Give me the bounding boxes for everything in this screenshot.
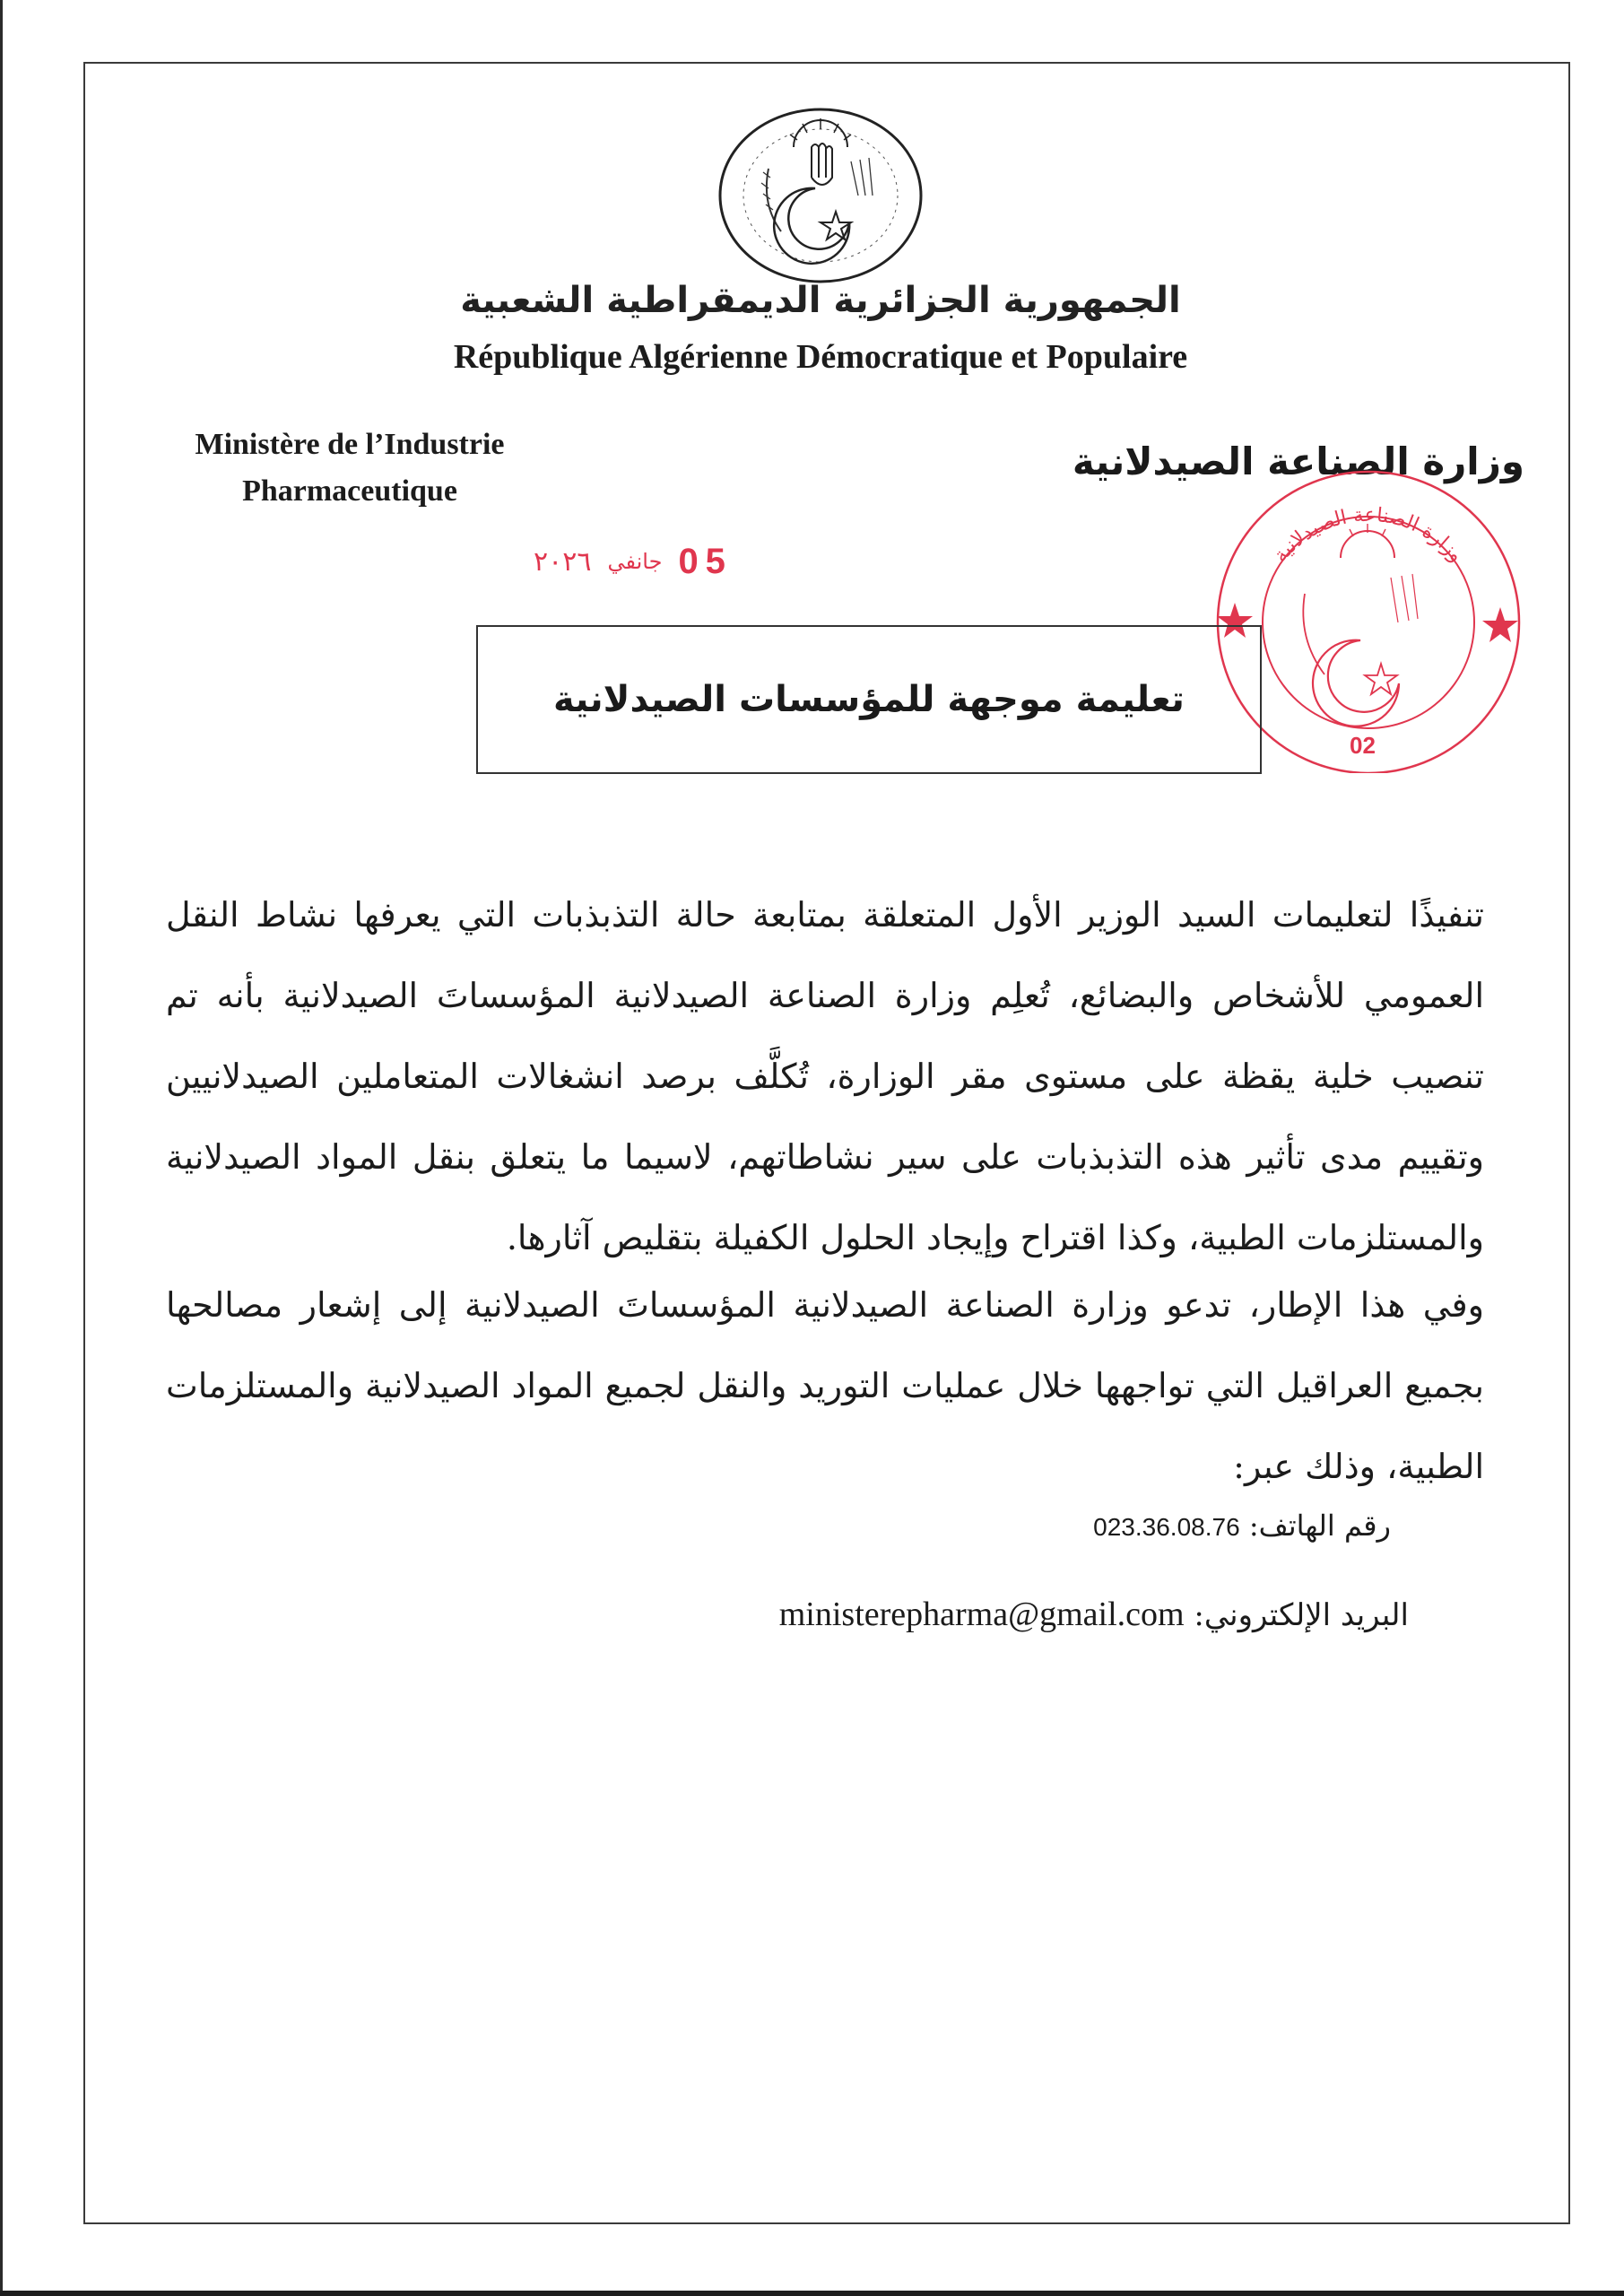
ministry-name-arabic: وزارة الصناعة الصيدلانية <box>1072 439 1524 483</box>
contact-phone <box>1093 1509 1391 1543</box>
seal-ring-text: وزارة الصناعة الصيدلانية <box>1269 503 1468 567</box>
ministry-name-french <box>152 422 547 515</box>
date-year: ٢٠٢٦ <box>534 545 592 578</box>
email-label: البريد الإلكتروني: <box>1194 1597 1409 1633</box>
date-day: 05 <box>678 541 733 581</box>
republic-name-arabic: الجمهورية الجزائرية الديمقراطية الشعبية <box>460 280 1181 321</box>
phone-label: رقم الهاتف: <box>1248 1509 1391 1543</box>
scan-edge-left <box>0 0 3 2296</box>
republic-name-french: République Algérienne Démocratique et Populaire <box>453 338 1188 376</box>
date-stamp <box>534 536 740 587</box>
seal-star-right-icon <box>1482 607 1518 642</box>
ministry-name-french-line2: Pharmaceutique <box>242 474 457 508</box>
scan-edge-bottom <box>0 2291 1624 2296</box>
phone-value: 023.36.08.76 <box>1093 1513 1240 1541</box>
algeria-national-emblem-icon <box>715 106 926 285</box>
date-month: جانفي <box>607 549 663 574</box>
email-value[interactable]: ministerepharma@gmail.com <box>778 1596 1185 1633</box>
document-title: تعليمة موجهة للمؤسسات الصيدلانية <box>553 679 1185 720</box>
contact-email <box>779 1595 1409 1634</box>
seal-number: 02 <box>1350 732 1376 759</box>
body-paragraph-1: تنفيذًا لتعليمات السيد الوزير الأول المتعلقة بمتابعة حالة التذبذبات التي يعرفها نشاط النقل العمومي للأشخاص والبضائع، تُعلِم وزارة الصناعة الصيدلانية المؤسساتَ الصيدلانية بأنه تم تنصيب خلية يقظة على مستوى مقر الوزارة، تُكلَّف برصد انشغالات المتعاملين الصيدلانيين وتقييم مدى تأثير هذه التذبذبات على سير نشاطاتهم، لاسيما ما يتعلق بنقل المواد الصيدلانية والمستلزمات الطبية، وكذا اقتراح وإيجاد الحلول الكفيلة بتقليص آثارها. <box>166 895 1484 1257</box>
body-paragraph-2: وفي هذا الإطار، تدعو وزارة الصناعة الصيدلانية المؤسساتَ الصيدلانية إلى إشعار مصالحها بجميع العراقيل التي تواجهها خلال عمليات التوريد والنقل لجميع المواد الصيدلانية والمستلزمات الطبية، وذلك عبر: <box>166 1285 1484 1486</box>
ministry-name-french-line1: Ministère de l’Industrie <box>195 428 505 461</box>
title-box <box>476 625 1262 774</box>
